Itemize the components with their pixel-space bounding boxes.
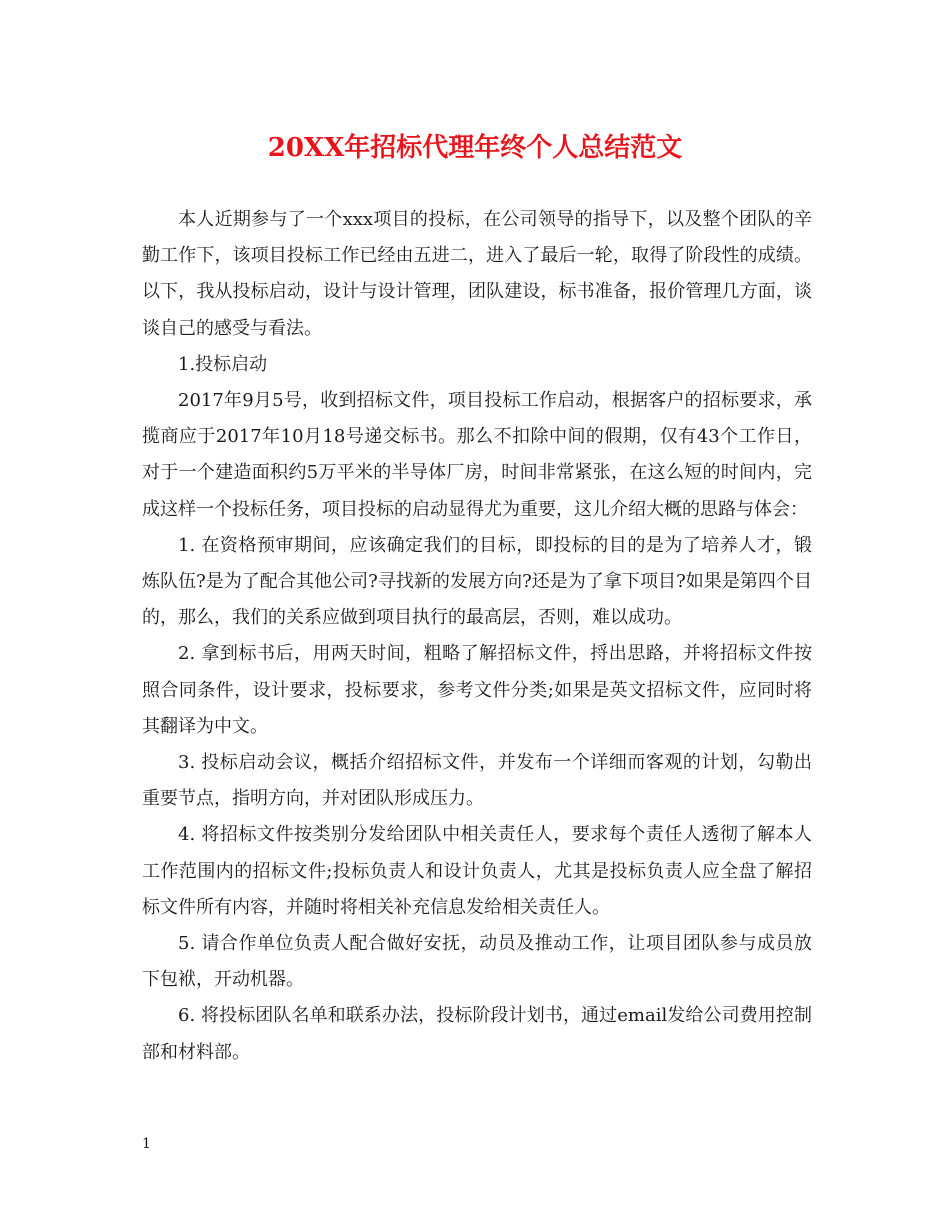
list-item-4: 4. 将招标文件按类别分发给团队中相关责任人，要求每个责任人透彻了解本人工作范围内的招标文件;投标负责人和设计负责人，尤其是投标负责人应全盘了解招标文件所有内容，并随时将相关补充信息发给相关责任人。	[142, 824, 812, 918]
list-item-2: 2. 拿到标书后，用两天时间，粗略了解招标文件，捋出思路，并将招标文件按照合同条件，设计要求，投标要求，参考文件分类;如果是英文招标文件，应同时将其翻译为中文。	[142, 643, 812, 737]
page-number: 1	[142, 1136, 151, 1152]
list-item-3: 3. 投标启动会议，概括介绍招标文件，并发布一个详细而客观的计划，勾勒出重要节点，指明方向，并对团队形成压力。	[142, 752, 812, 810]
list-item-5: 5. 请合作单位负责人配合做好安抚，动员及推动工作，让项目团队参与成员放下包袱，开动机器。	[142, 933, 812, 991]
paragraph-bid-start: 2017年9月5号，收到招标文件，项目投标工作启动，根据客户的招标要求，承揽商应于2017年10月18号递交标书。那么不扣除中间的假期，仅有43个工作日，对于一个建造面积约5万平米的半导体厂房，时间非常紧张，在这么短的时间内，完成这样一个投标任务，项目投标的启动显得尤为重要，这儿介绍大概的思路与体会：	[142, 390, 812, 520]
document-body	[142, 202, 812, 1071]
list-item-1: 1. 在资格预审期间，应该确定我们的目标，即投标的目的是为了培养人才，锻炼队伍?是为了配合其他公司?寻找新的发展方向?还是为了拿下项目?如果是第四个目的，那么，我们的关系应做到项目执行的最高层，否则，难以成功。	[142, 534, 812, 629]
document-title: 20XX年招标代理年终个人总结范文	[267, 133, 683, 163]
paragraph-intro: 本人近期参与了一个xxx项目的投标，在公司领导的指导下，以及整个团队的辛勤工作下，该项目投标工作已经由五进二，进入了最后一轮，取得了阶段性的成绩。以下，我从投标启动，设计与设计管理，团队建设，标书准备，报价管理几方面，谈谈自己的感受与看法。	[142, 209, 812, 339]
section-heading-bid-start: 1.投标启动	[178, 353, 268, 375]
list-item-6: 6. 将投标团队名单和联系办法，投标阶段计划书，通过email发给公司费用控制部和材料部。	[142, 1005, 812, 1063]
